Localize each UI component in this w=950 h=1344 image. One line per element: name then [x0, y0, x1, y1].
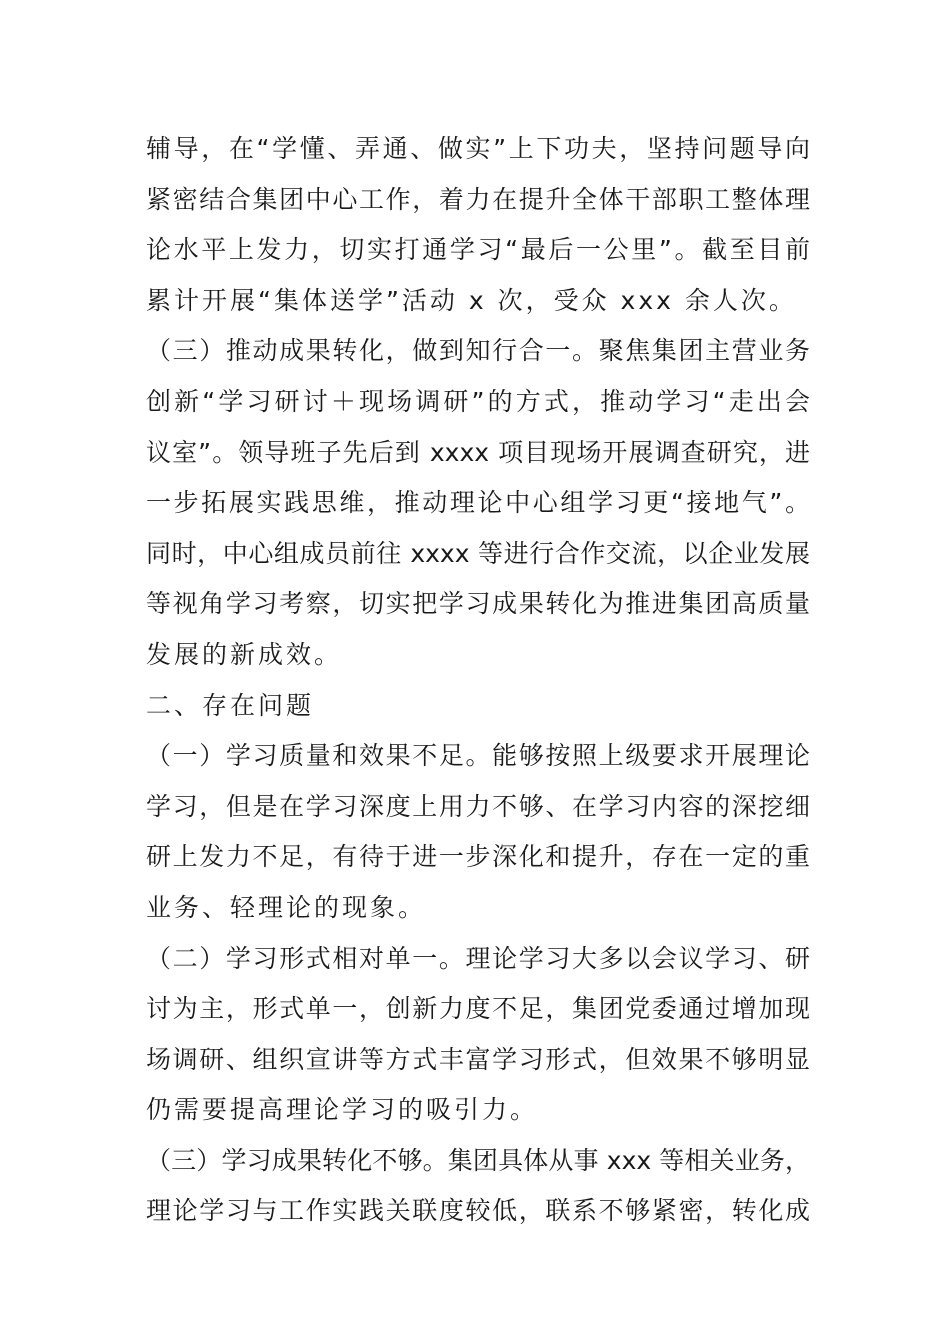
text-line: 创新“学习研讨＋现场调研”的方式，推动学习“走出会 [146, 386, 810, 416]
text-line: 同时，中心组成员前往 xxxx 等进行合作交流，以企业发展 [146, 538, 810, 568]
problem-1-heading-line: （一）学习质量和效果不足。能够按照上级要求开展理论 [146, 741, 810, 771]
text-line: 论水平上发力，切实打通学习“最后一公里”。截至目前 [146, 235, 810, 265]
text-line: 紧密结合集团中心工作，着力在提升全体干部职工整体理 [146, 184, 810, 214]
text-line: 辅导，在“学懂、弄通、做实”上下功夫，坚持问题导向 [146, 134, 810, 163]
text-line: 学习，但是在学习深度上用力不够、在学习内容的深挖细 [146, 791, 810, 821]
text-line: 讨为主，形式单一，创新力度不足，集团党委通过增加现 [146, 994, 810, 1024]
text-line: 一步拓展实践思维，推动理论中心组学习更“接地气”。 [146, 488, 810, 518]
section-3-heading-line: （三）推动成果转化，做到知行合一。聚焦集团主营业务 [146, 336, 810, 366]
text-line: 累计开展“集体送学”活动 x 次，受众 xxx 余人次。 [146, 285, 797, 315]
text-line: 理论学习与工作实践关联度较低，联系不够紧密，转化成 [146, 1196, 810, 1226]
text-line: 业务、轻理论的现象。 [146, 892, 427, 922]
problem-3-heading-line: （三）学习成果转化不够。集团具体从事 xxx 等相关业务， [146, 1145, 810, 1175]
body-text [146, 124, 810, 1237]
text-line: 发展的新成效。 [146, 639, 343, 669]
section-heading-existing-problems: 二、存在问题 [146, 690, 315, 720]
text-line: 等视角学习考察，切实把学习成果转化为推进集团高质量 [146, 589, 810, 619]
text-line: 研上发力不足，有待于进一步深化和提升，存在一定的重 [146, 842, 810, 872]
text-line: 议室”。领导班子先后到 xxxx 项目现场开展调查研究，进 [146, 437, 810, 467]
problem-2-heading-line: （二）学习形式相对单一。理论学习大多以会议学习、研 [146, 943, 810, 973]
text-line: 仍需要提高理论学习的吸引力。 [146, 1095, 539, 1125]
text-line: 场调研、组织宣讲等方式丰富学习形式，但效果不够明显 [146, 1044, 810, 1074]
